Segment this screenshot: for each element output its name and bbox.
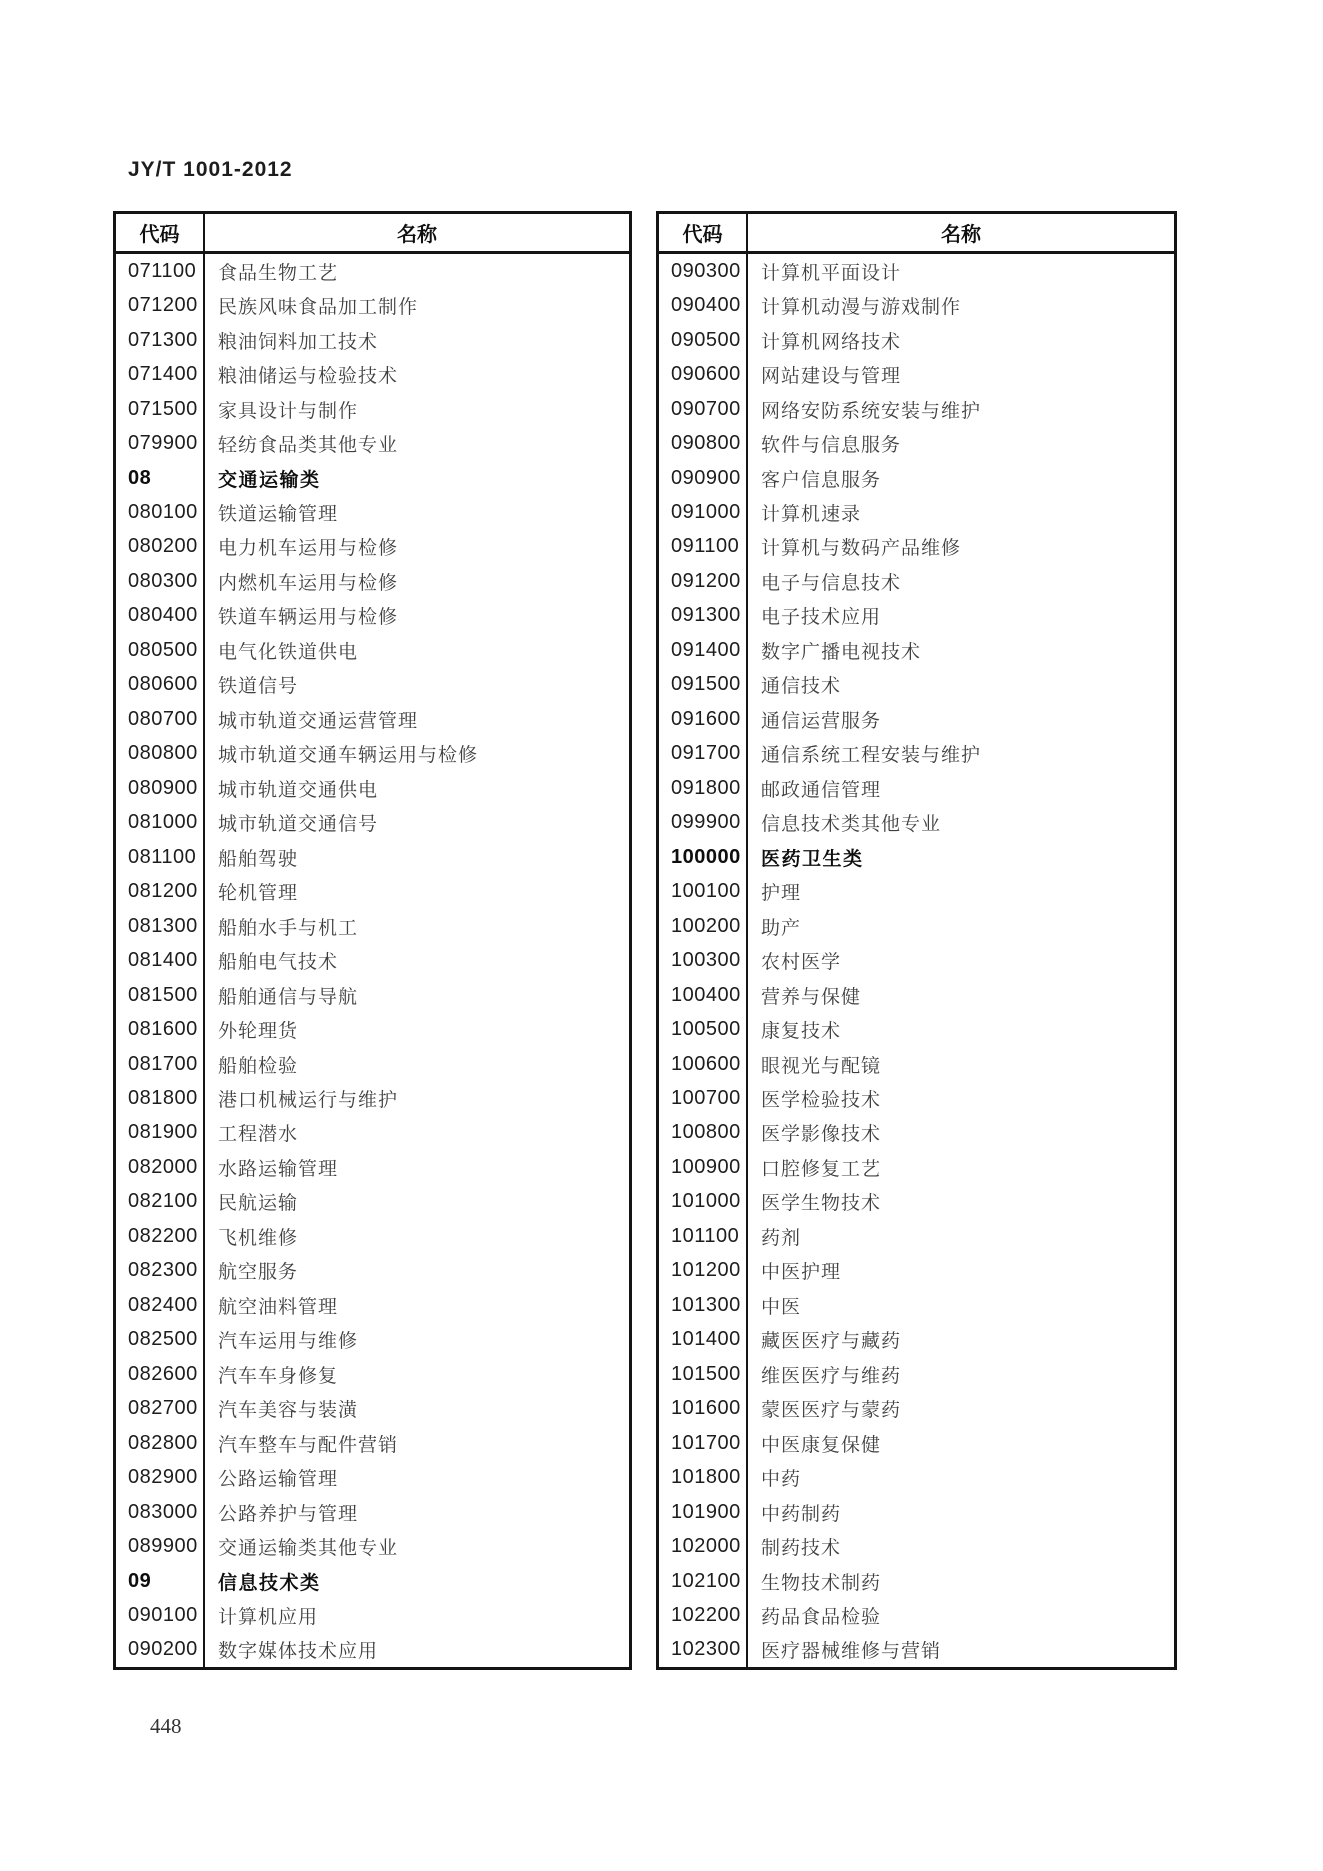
code-cell: 081000: [116, 806, 205, 840]
table-row: [116, 1357, 629, 1391]
name-cell: 藏医医疗与藏药: [761, 1331, 902, 1353]
name-cell: 计算机速录: [761, 504, 862, 526]
code-cell: 081800: [116, 1081, 205, 1115]
code-cell: 091300: [659, 599, 748, 633]
code-cell: 080900: [116, 771, 205, 805]
table-row: [659, 1495, 1174, 1529]
name-cell: 护理: [761, 883, 802, 905]
table-row: [116, 702, 629, 736]
table-row: [659, 1529, 1174, 1563]
table-row: [116, 323, 629, 357]
code-cell: 082200: [116, 1219, 205, 1253]
table-row: [116, 599, 629, 633]
code-cell: 102000: [659, 1529, 748, 1563]
code-cell: 090200: [116, 1633, 205, 1667]
name-cell: 轮机管理: [218, 883, 299, 905]
code-column-header: 代码: [116, 214, 205, 251]
table-row: [116, 840, 629, 874]
code-cell: 081700: [116, 1047, 205, 1081]
name-cell: 船舶检验: [218, 1055, 299, 1077]
name-cell: 汽车整车与配件营销: [218, 1434, 399, 1456]
name-cell: 网络安防系统安装与维护: [761, 400, 982, 422]
name-cell: 船舶通信与导航: [218, 986, 359, 1008]
code-cell: 101800: [659, 1460, 748, 1494]
name-cell: 通信运营服务: [761, 710, 882, 732]
name-cell: 制药技术: [761, 1538, 842, 1560]
table-row: [116, 1185, 629, 1219]
code-cell: 100400: [659, 978, 748, 1012]
name-column-header: 名称: [941, 224, 981, 246]
table-row: [116, 1150, 629, 1184]
name-cell: 家具设计与制作: [218, 400, 359, 422]
code-cell: 091500: [659, 668, 748, 702]
name-cell: 城市轨道交通信号: [218, 814, 379, 836]
table-row: [116, 1219, 629, 1253]
table-row: [659, 530, 1174, 564]
table-row: [659, 737, 1174, 771]
table-row: [116, 943, 629, 977]
code-cell: 100700: [659, 1081, 748, 1115]
code-cell: 091200: [659, 564, 748, 598]
name-cell: 中医护理: [761, 1262, 842, 1284]
code-cell: 101700: [659, 1426, 748, 1460]
code-cell: 080800: [116, 737, 205, 771]
name-cell: 数字媒体技术应用: [218, 1641, 379, 1663]
table-body: [659, 254, 1174, 1667]
code-cell: 082800: [116, 1426, 205, 1460]
name-cell: 康复技术: [761, 1021, 842, 1043]
name-cell: 航空服务: [218, 1262, 299, 1284]
code-cell: 079900: [116, 426, 205, 460]
name-cell: 船舶水手与机工: [218, 917, 359, 939]
code-cell: 081600: [116, 1012, 205, 1046]
name-cell: 电子与信息技术: [761, 572, 902, 594]
table-row: [116, 909, 629, 943]
code-cell: 071200: [116, 288, 205, 322]
name-cell: 农村医学: [761, 952, 842, 974]
table-row: [659, 1598, 1174, 1632]
table-row: [659, 1081, 1174, 1115]
code-cell: 100200: [659, 909, 748, 943]
code-cell: 080700: [116, 702, 205, 736]
name-cell: 中医: [761, 1296, 802, 1318]
name-cell: 蒙医医疗与蒙药: [761, 1400, 902, 1422]
name-cell: 汽车车身修复: [218, 1365, 339, 1387]
table-row: [116, 1047, 629, 1081]
table-row: [659, 1116, 1174, 1150]
code-cell: 090800: [659, 426, 748, 460]
code-cell: 101100: [659, 1219, 748, 1253]
table-row: [116, 1391, 629, 1425]
specialty-code-table-right: [656, 211, 1177, 1670]
code-cell: 101400: [659, 1323, 748, 1357]
name-cell: 眼视光与配镜: [761, 1055, 882, 1077]
table-row: [116, 771, 629, 805]
table-row: [659, 1460, 1174, 1494]
name-cell: 生物技术制药: [761, 1572, 882, 1594]
code-cell: 080200: [116, 530, 205, 564]
name-cell: 汽车运用与维修: [218, 1331, 359, 1353]
code-cell: 071400: [116, 357, 205, 391]
table-row: [116, 668, 629, 702]
code-cell: 082000: [116, 1150, 205, 1184]
table-row: [659, 1391, 1174, 1425]
code-cell: 071300: [116, 323, 205, 357]
code-cell: 091100: [659, 530, 748, 564]
table-row: [116, 357, 629, 391]
code-cell: 082100: [116, 1185, 205, 1219]
name-cell: 公路运输管理: [218, 1469, 339, 1491]
table-row: [116, 633, 629, 667]
name-cell: 中药: [761, 1469, 802, 1491]
table-row: [116, 495, 629, 529]
code-cell: 090100: [116, 1598, 205, 1632]
table-row: [659, 461, 1174, 495]
name-cell: 计算机与数码产品维修: [761, 538, 962, 560]
code-cell: 100600: [659, 1047, 748, 1081]
name-cell: 民航运输: [218, 1193, 299, 1215]
name-cell: 药品食品检验: [761, 1607, 882, 1629]
code-cell: 102100: [659, 1564, 748, 1598]
table-row: [116, 1426, 629, 1460]
table-row: [116, 392, 629, 426]
code-cell: 09: [116, 1564, 205, 1598]
name-cell: 工程潜水: [218, 1124, 299, 1146]
table-row: [116, 978, 629, 1012]
code-cell: 101500: [659, 1357, 748, 1391]
code-cell: 083000: [116, 1495, 205, 1529]
table-row: [116, 1633, 629, 1667]
name-cell: 电子技术应用: [761, 607, 882, 629]
code-cell: 081200: [116, 874, 205, 908]
code-cell: 080400: [116, 599, 205, 633]
name-cell: 铁道信号: [218, 676, 299, 698]
code-cell: 080500: [116, 633, 205, 667]
table-header-row: [116, 214, 629, 254]
table-row: [659, 1564, 1174, 1598]
code-cell: 090300: [659, 254, 748, 288]
code-cell: 071100: [116, 254, 205, 288]
table-row: [116, 1564, 629, 1598]
name-cell: 计算机动漫与游戏制作: [761, 297, 962, 319]
code-cell: 081100: [116, 840, 205, 874]
name-cell: 轻纺食品类其他专业: [218, 435, 399, 457]
name-cell: 粮油储运与检验技术: [218, 366, 399, 388]
code-cell: 071500: [116, 392, 205, 426]
table-row: [659, 1185, 1174, 1219]
table-row: [659, 874, 1174, 908]
table-row: [116, 1598, 629, 1632]
table-row: [116, 564, 629, 598]
code-cell: 080600: [116, 668, 205, 702]
table-row: [116, 874, 629, 908]
code-cell: 101300: [659, 1288, 748, 1322]
table-row: [116, 254, 629, 288]
code-cell: 099900: [659, 806, 748, 840]
name-cell: 医学生物技术: [761, 1193, 882, 1215]
code-cell: 090900: [659, 461, 748, 495]
code-cell: 082300: [116, 1254, 205, 1288]
code-cell: 090700: [659, 392, 748, 426]
table-row: [116, 1116, 629, 1150]
table-row: [116, 426, 629, 460]
table-row: [116, 1495, 629, 1529]
code-cell: 100300: [659, 943, 748, 977]
code-cell: 101600: [659, 1391, 748, 1425]
name-cell: 粮油饲料加工技术: [218, 331, 379, 353]
name-cell: 通信系统工程安装与维护: [761, 745, 982, 767]
code-cell: 081500: [116, 978, 205, 1012]
table-row: [116, 1081, 629, 1115]
table-row: [116, 1460, 629, 1494]
table-row: [116, 1529, 629, 1563]
code-cell: 091400: [659, 633, 748, 667]
name-cell: 船舶驾驶: [218, 848, 299, 870]
name-cell: 计算机应用: [218, 1607, 319, 1629]
code-cell: 082700: [116, 1391, 205, 1425]
name-cell: 航空油料管理: [218, 1296, 339, 1318]
code-cell: 090400: [659, 288, 748, 322]
name-cell: 港口机械运行与维护: [218, 1089, 399, 1111]
code-cell: 100900: [659, 1150, 748, 1184]
table-row: [659, 1047, 1174, 1081]
table-row: [659, 1012, 1174, 1046]
name-cell: 外轮理货: [218, 1021, 299, 1043]
code-cell: 102300: [659, 1633, 748, 1667]
code-cell: 080300: [116, 564, 205, 598]
code-cell: 091600: [659, 702, 748, 736]
name-cell: 医药卫生类: [761, 848, 864, 870]
name-cell: 药剂: [761, 1227, 802, 1249]
table-row: [659, 771, 1174, 805]
table-row: [116, 530, 629, 564]
table-header-row: [659, 214, 1174, 254]
name-cell: 城市轨道交通运营管理: [218, 710, 419, 732]
table-row: [659, 1426, 1174, 1460]
table-row: [659, 702, 1174, 736]
table-row: [116, 1323, 629, 1357]
table-row: [659, 668, 1174, 702]
code-cell: 081300: [116, 909, 205, 943]
table-row: [116, 806, 629, 840]
name-cell: 网站建设与管理: [761, 366, 902, 388]
page-number: 448: [150, 1714, 182, 1738]
table-row: [659, 1633, 1174, 1667]
name-cell: 营养与保健: [761, 986, 862, 1008]
code-cell: 081400: [116, 943, 205, 977]
code-cell: 091000: [659, 495, 748, 529]
table-row: [659, 599, 1174, 633]
code-column-header: 代码: [659, 214, 748, 251]
code-cell: 100800: [659, 1116, 748, 1150]
code-cell: 102200: [659, 1598, 748, 1632]
name-cell: 中药制药: [761, 1503, 842, 1525]
name-cell: 医学检验技术: [761, 1089, 882, 1111]
table-row: [659, 564, 1174, 598]
name-cell: 维医医疗与维药: [761, 1365, 902, 1387]
name-cell: 电气化铁道供电: [218, 641, 359, 663]
code-cell: 08: [116, 461, 205, 495]
table-row: [116, 1254, 629, 1288]
name-cell: 内燃机车运用与检修: [218, 572, 399, 594]
code-cell: 082500: [116, 1323, 205, 1357]
code-cell: 100100: [659, 874, 748, 908]
table-row: [659, 495, 1174, 529]
name-cell: 飞机维修: [218, 1227, 299, 1249]
code-cell: 100500: [659, 1012, 748, 1046]
table-row: [659, 1219, 1174, 1253]
table-row: [659, 633, 1174, 667]
table-row: [659, 1323, 1174, 1357]
name-cell: 中医康复保健: [761, 1434, 882, 1456]
table-row: [116, 461, 629, 495]
name-cell: 计算机网络技术: [761, 331, 902, 353]
code-cell: 090600: [659, 357, 748, 391]
table-body: [116, 254, 629, 1667]
code-cell: 101200: [659, 1254, 748, 1288]
name-cell: 计算机平面设计: [761, 262, 902, 284]
name-cell: 电力机车运用与检修: [218, 538, 399, 560]
name-cell: 公路养护与管理: [218, 1503, 359, 1525]
name-cell: 软件与信息服务: [761, 435, 902, 457]
name-cell: 客户信息服务: [761, 469, 882, 491]
code-cell: 082400: [116, 1288, 205, 1322]
name-cell: 交通运输类其他专业: [218, 1538, 399, 1560]
table-row: [659, 392, 1174, 426]
table-row: [659, 1254, 1174, 1288]
code-cell: 091700: [659, 737, 748, 771]
name-cell: 铁道运输管理: [218, 504, 339, 526]
name-cell: 城市轨道交通供电: [218, 779, 379, 801]
specialty-code-table-left: [113, 211, 632, 1670]
code-cell: 082600: [116, 1357, 205, 1391]
name-cell: 民族风味食品加工制作: [218, 297, 419, 319]
name-cell: 信息技术类其他专业: [761, 814, 942, 836]
name-cell: 信息技术类: [218, 1572, 321, 1594]
name-cell: 水路运输管理: [218, 1158, 339, 1180]
table-row: [659, 357, 1174, 391]
code-cell: 101900: [659, 1495, 748, 1529]
table-row: [659, 840, 1174, 874]
code-cell: 090500: [659, 323, 748, 357]
name-cell: 交通运输类: [218, 469, 321, 491]
table-row: [659, 1357, 1174, 1391]
table-row: [116, 288, 629, 322]
table-row: [659, 806, 1174, 840]
name-cell: 医疗器械维修与营销: [761, 1641, 942, 1663]
name-cell: 口腔修复工艺: [761, 1158, 882, 1180]
code-cell: 100000: [659, 840, 748, 874]
table-row: [659, 426, 1174, 460]
document-standard-code: JY/T 1001-2012: [128, 158, 293, 181]
table-row: [116, 737, 629, 771]
name-cell: 汽车美容与装潢: [218, 1400, 359, 1422]
name-cell: 铁道车辆运用与检修: [218, 607, 399, 629]
code-cell: 101000: [659, 1185, 748, 1219]
table-row: [659, 323, 1174, 357]
table-row: [659, 943, 1174, 977]
name-cell: 数字广播电视技术: [761, 641, 922, 663]
name-cell: 食品生物工艺: [218, 262, 339, 284]
table-row: [659, 288, 1174, 322]
name-cell: 医学影像技术: [761, 1124, 882, 1146]
table-row: [659, 1288, 1174, 1322]
name-cell: 船舶电气技术: [218, 952, 339, 974]
table-row: [659, 909, 1174, 943]
table-row: [659, 254, 1174, 288]
name-cell: 邮政通信管理: [761, 779, 882, 801]
code-cell: 081900: [116, 1116, 205, 1150]
table-row: [659, 1150, 1174, 1184]
name-cell: 通信技术: [761, 676, 842, 698]
table-row: [659, 978, 1174, 1012]
name-cell: 助产: [761, 917, 802, 939]
code-cell: 089900: [116, 1529, 205, 1563]
name-cell: 城市轨道交通车辆运用与检修: [218, 745, 479, 767]
code-cell: 091800: [659, 771, 748, 805]
name-column-header: 名称: [397, 224, 437, 246]
table-row: [116, 1288, 629, 1322]
code-cell: 082900: [116, 1460, 205, 1494]
table-row: [116, 1012, 629, 1046]
code-cell: 080100: [116, 495, 205, 529]
